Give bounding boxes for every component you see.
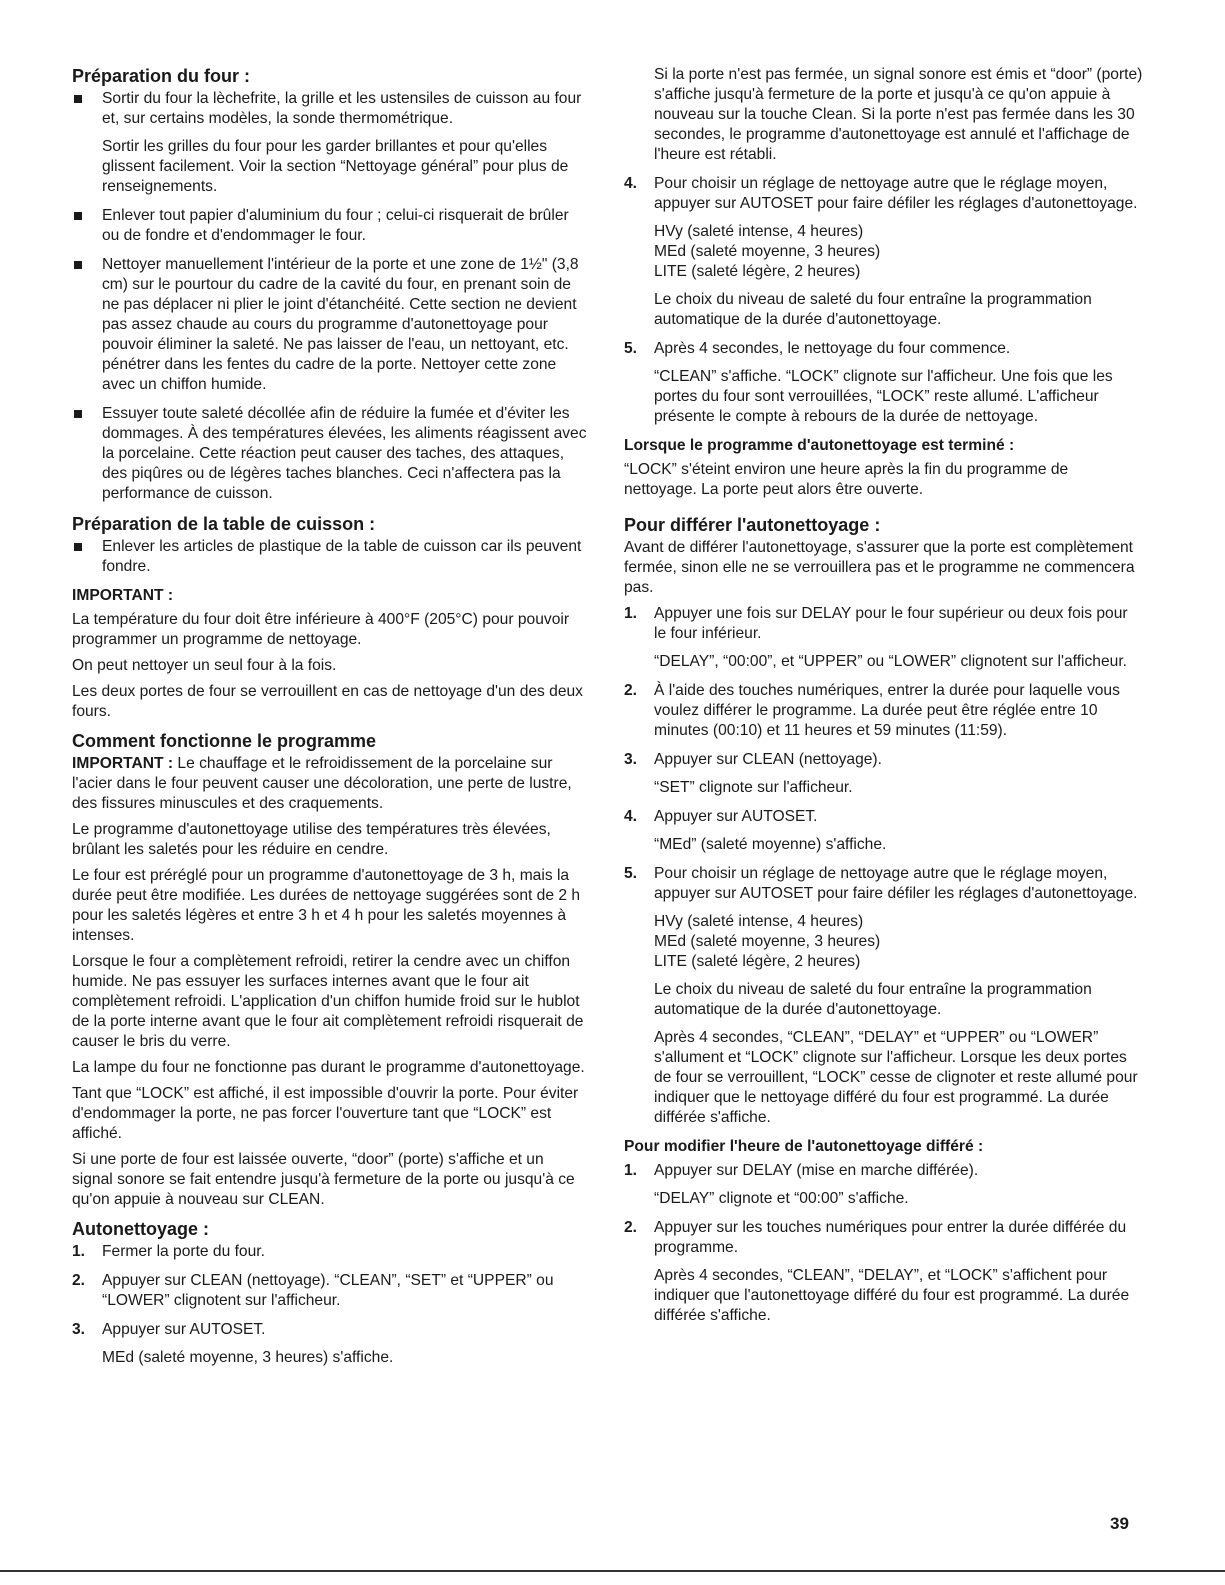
- step-item: [624, 864, 1144, 1128]
- continued-paragraph-wrap: [624, 65, 1144, 165]
- step-number: 2.: [624, 682, 638, 699]
- important-warning-label: IMPORTANT :: [72, 755, 174, 772]
- left-column: [72, 65, 588, 1377]
- termine-paragraph: “LOCK” s'éteint environ une heure après la fin du programme de nettoyage. La porte peut alors être ouverte.: [624, 461, 1069, 498]
- step-item: [624, 750, 1144, 798]
- item-paragraph: Appuyer sur CLEAN (nettoyage).: [654, 751, 882, 768]
- bullet-list-preparation-table: [72, 537, 588, 577]
- step-number: 1.: [624, 1162, 638, 1179]
- step-number: 4.: [624, 175, 638, 192]
- body-paragraph: La lampe du four ne fonctionne pas durant le programme d'autonettoyage.: [72, 1059, 585, 1076]
- bullet-item: [72, 255, 588, 395]
- item-paragraph: Le choix du niveau de saleté du four entraîne la programmation automatique de la durée d'autonettoyage.: [654, 291, 1092, 328]
- square-bullet-icon: [74, 410, 82, 418]
- item-paragraph: Sortir du four la lèchefrite, la grille et les ustensiles de cuisson au four et, sur certains modèles, la sonde thermométrique.: [102, 90, 582, 127]
- item-paragraph: Appuyer sur les touches numériques pour entrer la durée différée du programme.: [654, 1219, 1127, 1256]
- comment-paragraphs: [72, 820, 588, 1210]
- item-paragraph: MEd (saleté moyenne, 3 heures) s'affiche.: [102, 1349, 394, 1366]
- step-item: [624, 174, 1144, 330]
- step-number: 5.: [624, 340, 638, 357]
- body-paragraph: Les deux portes de four se verrouillent en cas de nettoyage d'un des deux fours.: [72, 683, 583, 720]
- heading-preparation-four: Préparation du four :: [72, 66, 251, 86]
- item-paragraph: Appuyer une fois sur DELAY pour le four supérieur ou deux fois pour le four inférieur.: [654, 605, 1128, 642]
- step-number: 5.: [624, 865, 638, 882]
- item-paragraph: HVy (saleté intense, 4 heures) MEd (saleté moyenne, 3 heures) LITE (saleté légère, 2 heures): [654, 223, 881, 280]
- important-warning: [72, 754, 588, 814]
- right-column: [624, 65, 1144, 1335]
- body-paragraph: Si une porte de four est laissée ouverte, “door” (porte) s'affiche et un signal sonore se fait entendre jusqu'à fermeture de la porte ou jusqu'à ce qu'on appuie à nouveau sur CLEAN.: [72, 1151, 575, 1208]
- step-number: 3.: [624, 751, 638, 768]
- item-paragraph: Essuyer toute saleté décollée afin de réduire la fumée et d'éviter les dommages. À des températures élevées, les aliments réagissent avec la porcelaine. Cette réaction peut causer des taches, des attaques, des piqûres ou de légères taches blanches. Ceci n'affectera pas la performance de cuisson.: [102, 405, 587, 502]
- item-paragraph: Fermer la porte du four.: [102, 1243, 265, 1260]
- differer-intro: Avant de différer l'autonettoyage, s'assurer que la porte est complètement fermée, sinon elle ne se verrouillera pas et le programme ne commencera pas.: [624, 539, 1135, 596]
- step-number: 1.: [72, 1243, 86, 1260]
- item-paragraph: “DELAY” clignote et “00:00” s'affiche.: [654, 1190, 909, 1207]
- step-item: [624, 1218, 1144, 1326]
- steps-autonettoyage-cont: [624, 174, 1144, 427]
- item-paragraph: Appuyer sur CLEAN (nettoyage). “CLEAN”, “SET” et “UPPER” ou “LOWER” clignotent sur l'afficheur.: [102, 1272, 554, 1309]
- item-paragraph: Après 4 secondes, le nettoyage du four commence.: [654, 340, 1011, 357]
- item-paragraph: Appuyer sur AUTOSET.: [102, 1321, 266, 1338]
- heading-termine: Lorsque le programme d'autonettoyage est terminé :: [624, 437, 1015, 454]
- bottom-rule: [0, 1570, 1225, 1572]
- step-item: [72, 1242, 588, 1262]
- body-paragraph: La température du four doit être inférieure à 400°F (205°C) pour pouvoir programmer un programme de nettoyage.: [72, 611, 570, 648]
- heading-comment-fonctionne: Comment fonctionne le programme: [72, 731, 377, 751]
- step-item: [624, 604, 1144, 672]
- item-paragraph: Le choix du niveau de saleté du four entraîne la programmation automatique de la durée d'autonettoyage.: [654, 981, 1092, 1018]
- item-paragraph: “CLEAN” s'affiche. “LOCK” clignote sur l'afficheur. Une fois que les portes du four sont verrouillées, “LOCK” reste allumé. L'afficheur présente le compte à rebours de la durée de nettoyage.: [654, 368, 1113, 425]
- step-item: [624, 1161, 1144, 1209]
- item-paragraph: Enlever tout papier d'aluminium du four ; celui-ci risquerait de brûler ou de fondre et d'endommager le four.: [102, 207, 569, 244]
- item-paragraph: Pour choisir un réglage de nettoyage autre que le réglage moyen, appuyer sur AUTOSET pour faire défiler les réglages d'autonettoyage.: [654, 175, 1138, 212]
- square-bullet-icon: [74, 261, 82, 269]
- bullet-item: [72, 89, 588, 197]
- item-paragraph: Appuyer sur DELAY (mise en marche différée).: [654, 1162, 979, 1179]
- step-number: 1.: [624, 605, 638, 622]
- page-number: 39: [1110, 1514, 1129, 1533]
- heading-autonettoyage: Autonettoyage :: [72, 1219, 209, 1239]
- heading-differer: Pour différer l'autonettoyage :: [624, 515, 881, 535]
- square-bullet-icon: [74, 543, 82, 551]
- continued-paragraph: Si la porte n'est pas fermée, un signal sonore est émis et “door” (porte) s'affiche jusqu'à fermeture de la porte et jusqu'à ce qu'on appuie à nouveau sur la touche Clean. Si la porte n'est pas fermée dans les 30 secondes, le programme d'autonettoyage est annulé et l'affichage de l'heure est rétabli.: [654, 66, 1143, 163]
- step-item: [624, 339, 1144, 427]
- item-paragraph: Pour choisir un réglage de nettoyage autre que le réglage moyen, appuyer sur AUTOSET pour faire défiler les réglages d'autonettoyage.: [654, 865, 1138, 902]
- heading-modifier: Pour modifier l'heure de l'autonettoyage différé :: [624, 1138, 984, 1155]
- step-number: 2.: [624, 1219, 638, 1236]
- item-paragraph: À l'aide des touches numériques, entrer la durée pour laquelle vous voulez différer le programme. La durée peut être réglée entre 10 minutes (00:10) et 11 heures et 59 minutes (11:59).: [654, 682, 1120, 739]
- steps-differer: [624, 604, 1144, 1128]
- bullet-item: [72, 537, 588, 577]
- step-item: [72, 1271, 588, 1311]
- square-bullet-icon: [74, 212, 82, 220]
- heading-preparation-table: Préparation de la table de cuisson :: [72, 514, 376, 534]
- steps-modifier: [624, 1161, 1144, 1326]
- important-warning-text: Le chauffage et le refroidissement de la porcelaine sur l'acier dans le four peuvent causer une décoloration, une perte de lustre, des fissures minuscules et des craquements.: [72, 755, 572, 812]
- step-item: [624, 681, 1144, 741]
- step-number: 3.: [72, 1321, 86, 1338]
- bullet-list-preparation-four: [72, 89, 588, 504]
- item-paragraph: Après 4 secondes, “CLEAN”, “DELAY”, et “LOCK” s'affichent pour indiquer que l'autonettoyage différé du four est programmé. La durée différée s'affiche.: [654, 1267, 1130, 1324]
- item-paragraph: Après 4 secondes, “CLEAN”, “DELAY” et “UPPER” ou “LOWER” s'allument et “LOCK” clignote sur l'afficheur. Lorsque les deux portes de four se verrouillent, “LOCK” cesse de clignoter et reste allumé pour indiquer que le nettoyage différé du four est programmé. La durée différée s'affiche.: [654, 1029, 1138, 1126]
- item-paragraph: Sortir les grilles du four pour les garder brillantes et pour qu'elles glissent facilement. Voir la section “Nettoyage général” pour plus de renseignements.: [102, 138, 569, 195]
- bullet-item: [72, 404, 588, 504]
- step-number: 2.: [72, 1272, 86, 1289]
- body-paragraph: Le four est préréglé pour un programme d'autonettoyage de 3 h, mais la durée peut être modifiée. Les durées de nettoyage suggérées sont de 2 h pour les saletés légères et entre 3 h et 4 h pour les saletés moyennes à intenses.: [72, 867, 581, 944]
- item-paragraph: “DELAY”, “00:00”, et “UPPER” ou “LOWER” clignotent sur l'afficheur.: [654, 653, 1127, 670]
- item-paragraph: HVy (saleté intense, 4 heures) MEd (saleté moyenne, 3 heures) LITE (saleté légère, 2 heures): [654, 913, 881, 970]
- body-paragraph: Tant que “LOCK” est affiché, il est impossible d'ouvrir la porte. Pour éviter d'endommager la porte, ne pas forcer l'ouverture tant que “LOCK” est affiché.: [72, 1085, 579, 1142]
- item-paragraph: Enlever les articles de plastique de la table de cuisson car ils peuvent fondre.: [102, 538, 582, 575]
- bullet-item: [72, 206, 588, 246]
- step-number: 4.: [624, 808, 638, 825]
- important-paragraphs: [72, 610, 588, 722]
- heading-important: IMPORTANT :: [72, 587, 174, 604]
- square-bullet-icon: [74, 95, 82, 103]
- step-item: [72, 1320, 588, 1368]
- body-paragraph: Lorsque le four a complètement refroidi, retirer la cendre avec un chiffon humide. Ne pas essuyer les surfaces internes avant que le four ait complètement refroidi. L'application d'un chiffon humide froid sur le hublot de la porte interne avant que le four ait complètement refroidi risquerait de causer le bris du verre.: [72, 953, 584, 1050]
- body-paragraph: Le programme d'autonettoyage utilise des températures très élevées, brûlant les saletés pour les réduire en cendre.: [72, 821, 551, 858]
- step-item: [624, 807, 1144, 855]
- item-paragraph: Nettoyer manuellement l'intérieur de la porte et une zone de 1½" (3,8 cm) sur le pourtour du cadre de la cavité du four, en prenant soin de ne pas déplacer ni plier le joint d'étanchéité. Cette section ne devient pas assez chaude au cours du programme d'autonettoyage pour pouvoir éliminer la saleté. Ne pas laisser de l'eau, un nettoyant, etc. pénétrer dans les fentes du cadre de la porte. Nettoyer cette zone avec un chiffon humide.: [102, 256, 579, 393]
- steps-autonettoyage: [72, 1242, 588, 1368]
- body-paragraph: On peut nettoyer un seul four à la fois.: [72, 657, 337, 674]
- item-paragraph: “SET” clignote sur l'afficheur.: [654, 779, 853, 796]
- item-paragraph: “MEd” (saleté moyenne) s'affiche.: [654, 836, 887, 853]
- item-paragraph: Appuyer sur AUTOSET.: [654, 808, 818, 825]
